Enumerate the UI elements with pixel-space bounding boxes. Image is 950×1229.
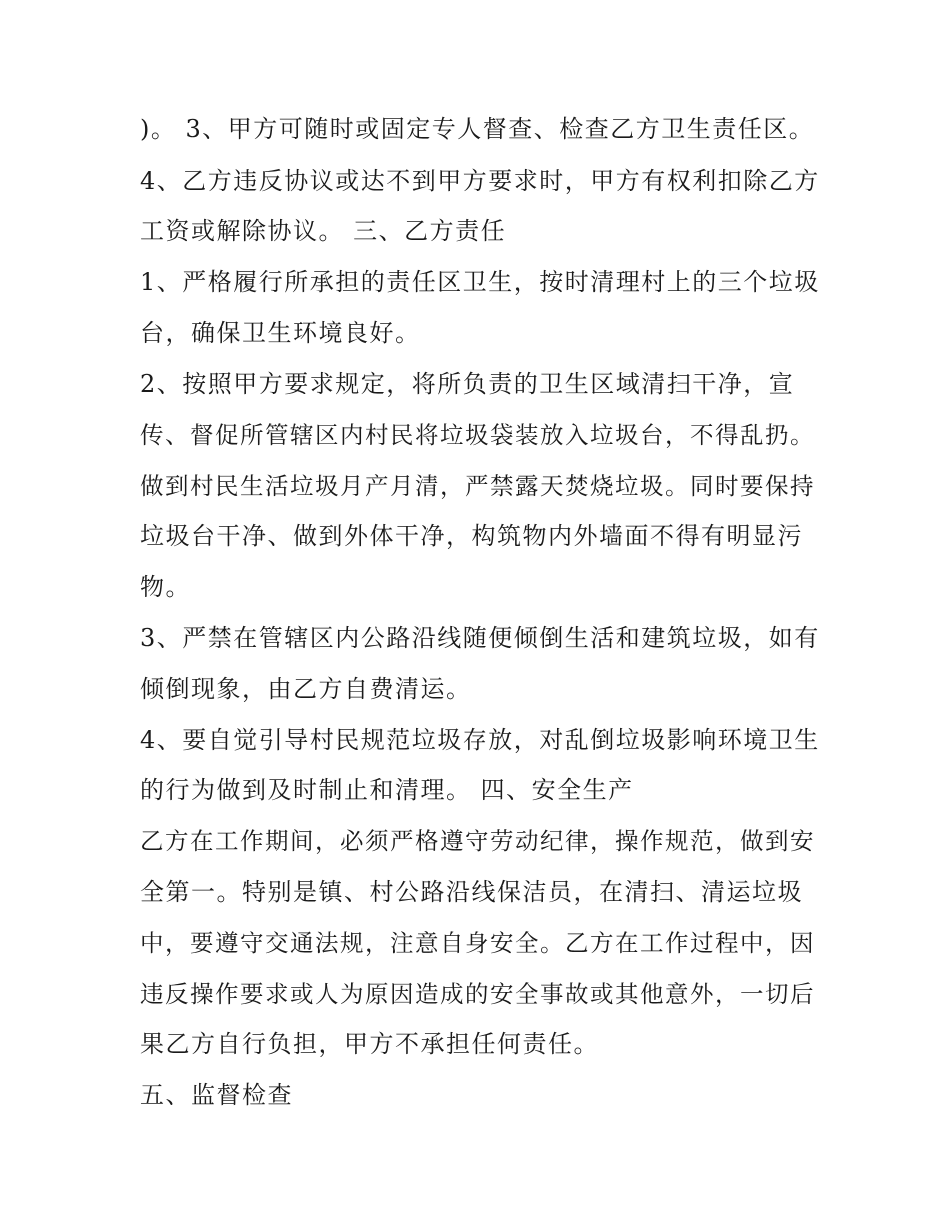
text-line: 中，要遵守交通法规，注意自身安全。乙方在工作过程中，因 bbox=[140, 929, 815, 957]
text-line: 乙方在工作期间，必须严格遵守劳动纪律，操作规范，做到安 bbox=[140, 827, 815, 855]
text-line: 工资或解除协议。 三、乙方责任 bbox=[140, 217, 507, 245]
text-line: 果乙方自行负担，甲方不承担任何责任。 bbox=[140, 1030, 599, 1058]
text-line: 传、督促所管辖区内村民将垃圾袋装放入垃圾台，不得乱扔。 bbox=[140, 421, 815, 449]
text-line: )。 3、甲方可随时或固定专人督查、检查乙方卫生责任区。 bbox=[140, 115, 815, 143]
text-line: 倾倒现象，由乙方自费清运。 bbox=[140, 675, 472, 703]
text-line: 4、要自觉引导村民规范垃圾存放，对乱倒垃圾影响环境卫生 bbox=[140, 726, 820, 754]
text-line: 2、按照甲方要求规定，将所负责的卫生区域清扫干净，宣 bbox=[140, 370, 795, 398]
text-line: 全第一。特别是镇、村公路沿线保洁员，在清扫、清运垃圾 bbox=[140, 878, 803, 906]
text-line: 违反操作要求或人为原因造成的安全事故或其他意外，一切后 bbox=[140, 980, 815, 1008]
text-line: 台，确保卫生环境良好。 bbox=[140, 319, 421, 347]
text-line: 1、严格履行所承担的责任区卫生，按时清理村上的三个垃圾 bbox=[140, 268, 820, 296]
section-heading: 五、监督检查 bbox=[140, 1081, 293, 1109]
text-line: 4、乙方违反协议或达不到甲方要求时，甲方有权利扣除乙方 bbox=[140, 167, 820, 195]
text-line: 物。 bbox=[140, 573, 191, 601]
text-line: 的行为做到及时制止和清理。 四、安全生产 bbox=[140, 776, 634, 804]
text-line: 垃圾台干净、做到外体干净，构筑物内外墙面不得有明显污 bbox=[140, 522, 803, 550]
text-line: 做到村民生活垃圾月产月清，严禁露天焚烧垃圾。同时要保持 bbox=[140, 472, 815, 500]
text-line: 3、严禁在管辖区内公路沿线随便倾倒生活和建筑垃圾，如有 bbox=[140, 624, 820, 652]
